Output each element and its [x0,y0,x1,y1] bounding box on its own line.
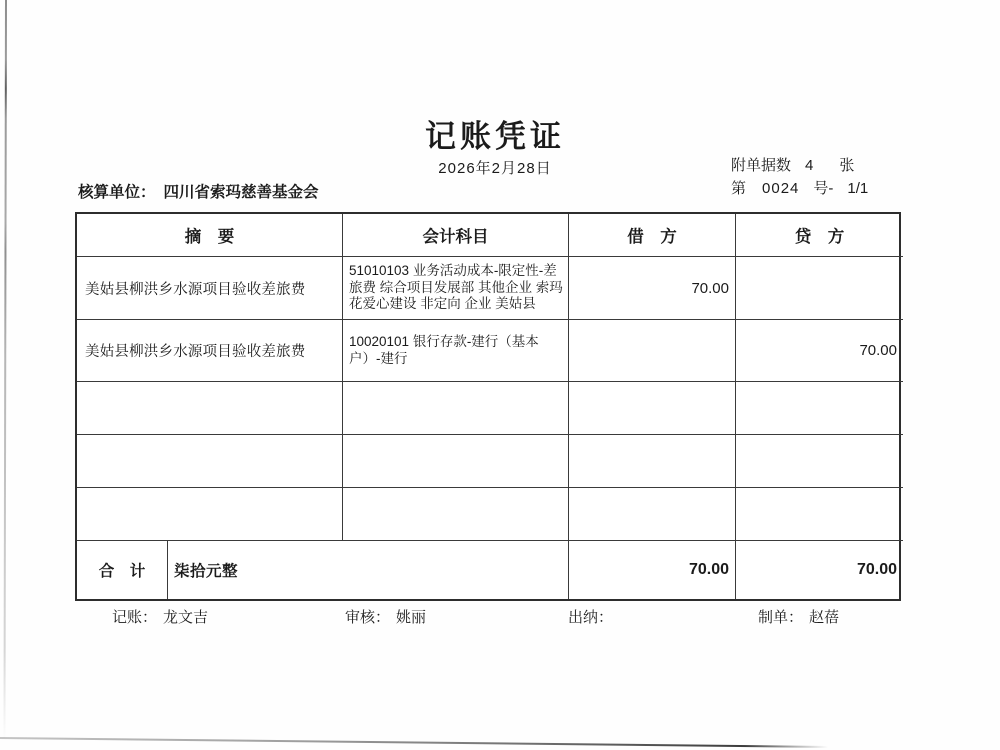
page-indicator: 1/1 [847,180,869,197]
accounting-unit-line [78,180,319,202]
voucher-date: 2026年2月28日 [438,160,552,177]
header-account: 会计科目 [343,214,569,257]
attachment-count-line [731,154,854,175]
number-prefix: 第 [731,180,747,197]
cashier-signature [568,606,619,627]
reviewer-label: 审核： [345,609,391,626]
attachment-count: 4 [805,157,814,174]
row1-debit-cell: 70.00 [569,257,736,320]
attachment-unit: 张 [839,157,855,174]
attachment-label: 附单据数 [731,157,792,174]
voucher-title: 记账凭证 [425,119,565,154]
row1-summary-cell: 美姑县柳洪乡水源项目验收差旅费 [77,257,343,320]
row1-credit-cell [736,257,903,320]
cashier-label: 出纳： [568,609,614,626]
scan-bottom-edge-artifact [0,737,828,748]
row4-credit-cell [736,435,903,488]
row4-account-cell [343,435,569,488]
number-suffix: 号- [813,180,834,197]
bookkeeper-label: 记账： [112,609,158,626]
row2-credit-cell: 70.00 [736,320,903,382]
unit-name: 四川省索玛慈善基金会 [163,184,319,201]
row4-debit-cell [569,435,736,488]
header-summary: 摘 要 [77,214,343,257]
row3-summary-cell [77,382,343,435]
reviewer-signature [345,606,426,627]
row5-debit-cell [569,488,736,541]
row2-account-cell: 10020101 银行存款-建行（基本户）-建行 [343,320,569,382]
reviewer-name: 姚丽 [396,609,427,626]
voucher-number: 0024 [762,180,800,197]
voucher-table [75,212,901,601]
voucher-number-line [731,177,868,198]
row3-credit-cell [736,382,903,435]
preparer-signature [758,606,839,627]
total-debit-cell: 70.00 [569,541,736,599]
bookkeeper-signature [112,606,208,627]
row5-summary-cell [77,488,343,541]
row1-account-cell: 51010103 业务活动成本-限定性-差旅费 综合项目发展部 其他企业 索玛花爱心建设 非定向 企业 美姑县 [343,257,569,320]
row2-debit-cell [569,320,736,382]
bookkeeper-name: 龙文吉 [163,609,209,626]
signature-row [0,606,1000,632]
unit-label: 核算单位： [78,184,156,201]
preparer-label: 制单： [758,609,804,626]
row2-summary-cell: 美姑县柳洪乡水源项目验收差旅费 [77,320,343,382]
preparer-name: 赵蓓 [809,609,840,626]
total-label-cell: 合 计 [77,541,168,599]
row4-summary-cell [77,435,343,488]
header-debit: 借 方 [569,214,736,257]
row3-account-cell [343,382,569,435]
total-credit-cell: 70.00 [856,561,897,578]
row5-credit-cell [736,488,903,541]
header-credit: 贷 方 [736,214,903,257]
total-amount-in-words-cell: 柒拾元整 [168,541,569,599]
row5-account-cell [343,488,569,541]
row3-debit-cell [569,382,736,435]
